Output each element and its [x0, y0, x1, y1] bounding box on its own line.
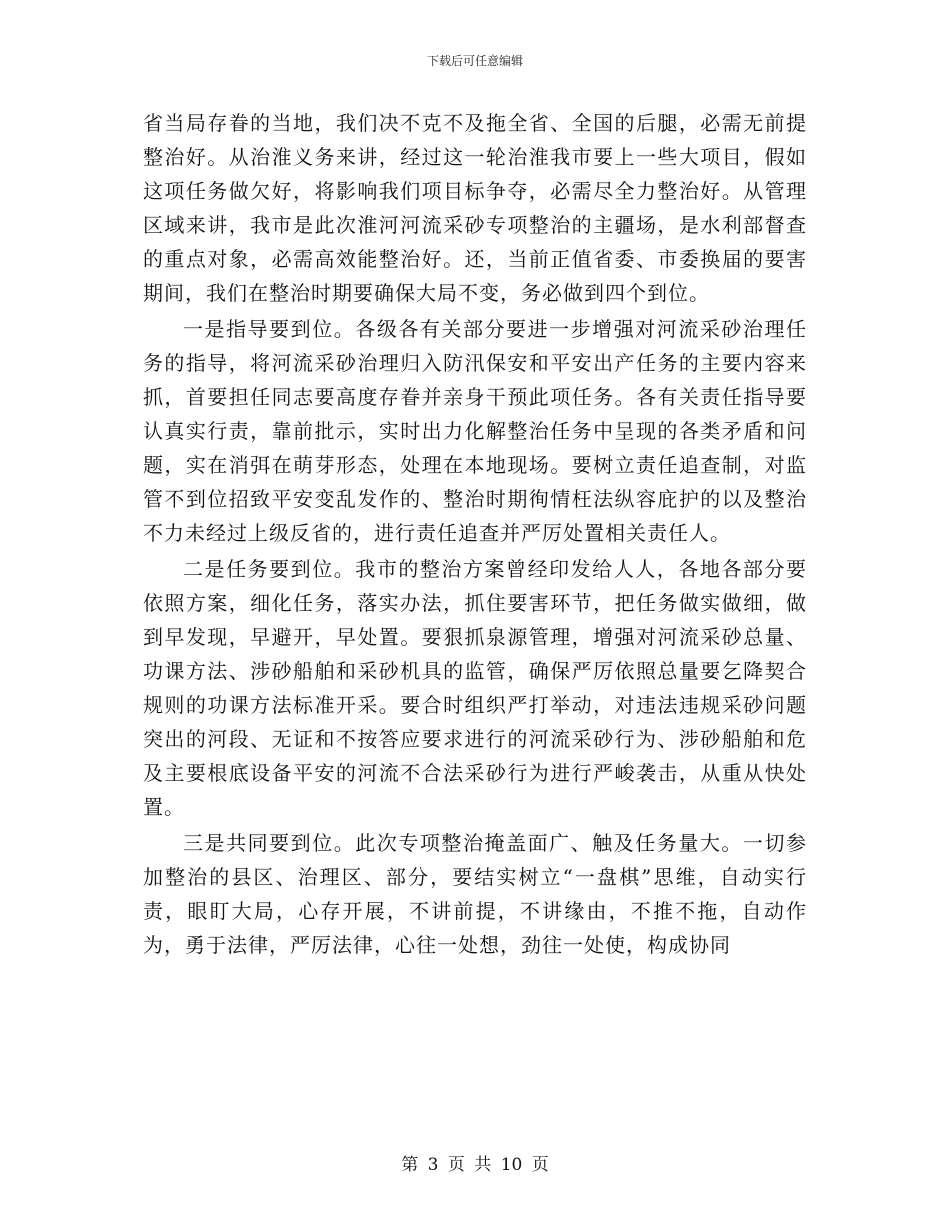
page-header: 下载后可任意编辑: [426, 54, 523, 68]
paragraph-3: 二是任务要到位。我市的整治方案曾经印发给人人，各地各部分要依照方案，细化任务，落实办法，抓住要害环节，把任务做实做细，做到早发现，早避开，早处置。要狠抓泉源管理，增强对河流采砂总量、功课方法、涉砂船舶和采砂机具的监管，确保严厉依照总量要乞降契合规则的功课方法标准开采。要合时组织严打举动，对违法违规采砂问题突出的河段、无证和不按答应要求进行的河流采砂行为、涉砂船舶和危及主要根底设备平安的河流不合法采砂行为进行严峻袭击，从重从快处置。: [143, 557, 807, 819]
paragraph-4: 三是共同要到位。此次专项整治掩盖面广、触及任务量大。一切参加整治的县区、治理区、部分，要结实树立“一盘棋”思维，自动实行责，眼盯大局，心存开展，不讲前提，不讲缘由，不推不拖，自动作为，勇于法律，严厉法律，心往一处想，劲往一处使，构成协同: [143, 831, 807, 957]
paragraph-2: 一是指导要到位。各级各有关部分要进一步增强对河流采砂治理任务的指导，将河流采砂治理归入防汛保安和平安出产任务的主要内容来抓，首要担任同志要高度存眷并亲身干预此项任务。各有关责任指导要认真实行责，靠前批示，实时出力化解整治任务中呈现的各类矛盾和问题，实在消弭在萌芽形态，处理在本地现场。要树立责任追查制，对监管不到位招致平安变乱发作的、整治时期徇情枉法纵容庇护的以及整治不力未经过上级反省的，进行责任追查并严厉处置相关责任人。: [143, 317, 807, 545]
page-number-footer: 第 3 页 共 10 页: [401, 1155, 549, 1175]
paragraph-1: 省当局存眷的当地，我们决不克不及拖全省、全国的后腿，必需无前提整治好。从治淮义务来讲，经过这一轮治淮我市要上一些大项目，假如这项任务做欠好，将影响我们项目标争夺，必需尽全力整治好。从管理区域来讲，我市是此次淮河河流采砂专项整治的主疆场，是水利部督查的重点对象，必需高效能整治好。还，当前正值省委、市委换届的要害期间，我们在整治时期要确保大局不变，务必做到四个到位。: [143, 111, 807, 305]
document-body: [143, 106, 807, 964]
